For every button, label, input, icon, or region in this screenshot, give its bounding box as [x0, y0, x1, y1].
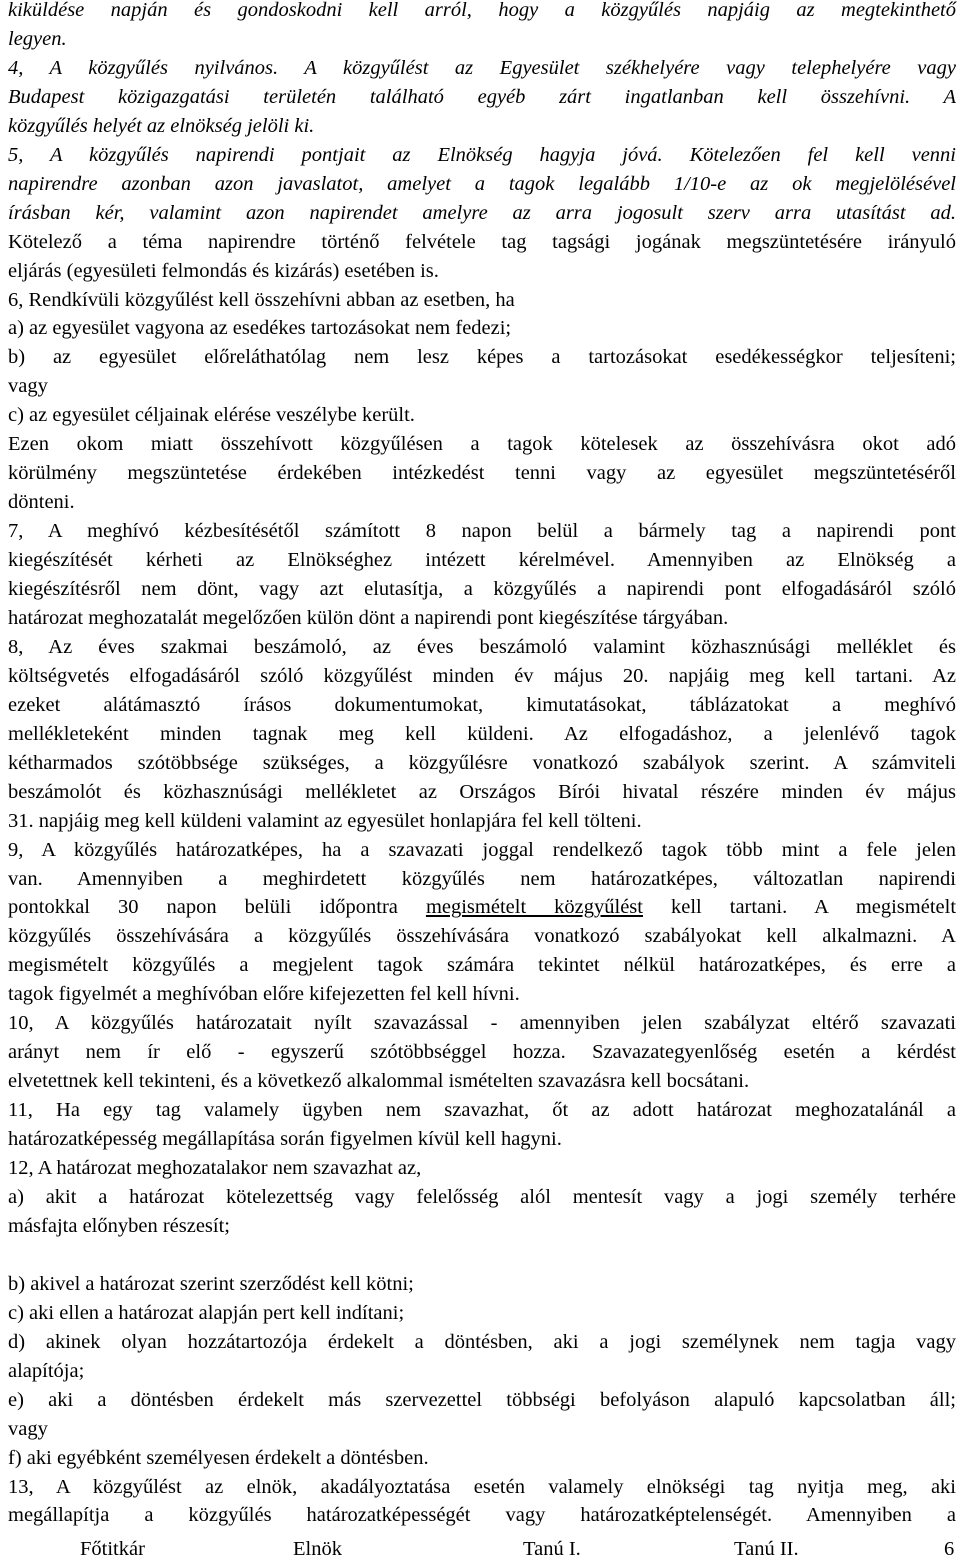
line-text: arányt nem ír elő - egyszerű szótöbbséggel hozza. Szavazategyenlőség esetén a kérdést	[8, 1041, 956, 1064]
text-line	[8, 1067, 956, 1096]
line-text: kétharmados szótöbbsége szükséges, a közgyűlésre vonatkozó szabályok szerint. A számviteli	[8, 751, 956, 774]
text-line	[8, 1125, 956, 1154]
text-line	[8, 1444, 956, 1473]
text-line	[8, 1299, 956, 1328]
text-line	[8, 865, 956, 894]
line-text: van. Amennyiben a meghirdetett közgyűlés nem határozatképes, változatlan napirendi	[8, 867, 956, 890]
text-line	[8, 1473, 956, 1502]
text-line	[8, 1357, 956, 1386]
line-text: 11, Ha egy tag valamely ügyben nem szavazhat, őt az adott határozat meghozatalánál a	[8, 1099, 956, 1122]
line-text: alapítója;	[8, 1359, 85, 1382]
text-line	[8, 546, 956, 575]
text-line	[8, 54, 956, 83]
line-text: a) az egyesület vagyona az esedékes tartozásokat nem fedezi;	[8, 317, 512, 340]
line-text: határozat meghozatalát megelőzően külön dönt a napirendi pont kiegészítése tárgyában.	[8, 606, 729, 629]
text-line	[8, 488, 956, 517]
text-line	[8, 893, 956, 922]
line-text: Ezen okom miatt összehívott közgyűlésen a tagok kötelesek az összehívásra okot adó	[8, 433, 956, 456]
text-line	[8, 1038, 956, 1067]
text-line	[8, 1328, 956, 1357]
line-text: 7, A meghívó kézbesítésétől számított 8 napon belül a bármely tag a napirendi pont	[8, 520, 956, 543]
footer-signature-president: Elnök	[293, 1538, 342, 1560]
line-text: 9, A közgyűlés határozatképes, ha a szavazati joggal rendelkező tagok több mint a fele jelen	[8, 838, 956, 861]
text-line	[8, 691, 956, 720]
line-text-continued: kell tartani. A megismételt	[642, 896, 957, 919]
underlined-phrase: megismételt közgyűlést	[425, 896, 643, 919]
footer-signature-witness-1: Tanú I.	[523, 1538, 581, 1560]
text-line	[8, 0, 956, 25]
line-text: költségvetés elfogadásáról szóló közgyűlést minden év május 20. napjáig meg kell tartani. Az	[8, 664, 956, 687]
line-text: Budapest közigazgatási területén található egyéb zárt ingatlanban kell összehívni. A	[8, 85, 956, 108]
text-line	[8, 1154, 956, 1183]
line-text: a) akit a határozat kötelezettség vagy felelősség alól mentesít vagy a jogi személy terhére	[8, 1185, 956, 1208]
line-text: megállapítja a közgyűlés határozatképességét vagy határozatképtelenségét. Amennyiben a	[8, 1504, 956, 1527]
line-text: beszámolót és közhasznúsági mellékletet az Országos Bírói hivatal részére minden év május	[8, 780, 956, 803]
text-line	[8, 1096, 956, 1125]
line-text: elvetettnek kell tekinteni, és a következő alkalommal ismételten szavazásra kell bocsátani.	[8, 1070, 750, 1093]
text-line	[8, 1212, 956, 1241]
text-line	[8, 749, 956, 778]
line-text: közgyűlés helyét az elnökség jelöli ki.	[8, 114, 315, 137]
text-line	[8, 1183, 956, 1212]
text-line	[8, 314, 956, 343]
line-text: e) aki a döntésben érdekelt más szervezettel többségi befolyáson alapuló kapcsolatban áll;	[8, 1388, 956, 1411]
line-text: megismételt közgyűlés a megjelent tagok számára tekintet nélkül határozatképes, és erre a	[8, 954, 956, 977]
line-text: legyen.	[8, 27, 67, 50]
line-text: írásban kér, valamint azon napirendet amelyre az arra jogosult szerv arra utasítást ad.	[8, 201, 956, 224]
line-text: kiegészítésről nem dönt, vagy azt elutasítja, a közgyűlés a napirendi pont elfogadásáról szóló	[8, 578, 956, 600]
text-line	[8, 517, 956, 546]
line-text: 8, Az éves szakmai beszámoló, az éves beszámoló valamint közhasznúsági melléklet és	[8, 635, 956, 658]
line-text: kiküldése napján és gondoskodni kell arról, hogy a közgyűlés napjáig az megtekinthető	[8, 0, 956, 21]
text-line	[8, 575, 956, 604]
line-text: f) aki egyébként személyesen érdekelt a döntésben.	[8, 1446, 429, 1469]
text-line	[8, 807, 956, 836]
text-line	[8, 1270, 956, 1299]
text-line	[8, 112, 956, 141]
text-line	[8, 343, 956, 372]
text-line	[8, 633, 956, 662]
line-text: határozatképesség megállapítása során figyelmen kívül kell hagyni.	[8, 1128, 562, 1151]
line-text: körülmény megszüntetése érdekében intézkedést tenni vagy az egyesület megszüntetéséről	[8, 462, 956, 485]
line-text: c) az egyesület céljainak elérése veszélybe került.	[8, 404, 415, 427]
line-text: eljárás (egyesületi felmondás és kizárás) esetében is.	[8, 259, 439, 282]
line-text: 5, A közgyűlés napirendi pontjait az Elnökség hagyja jóvá. Kötelezően fel kell venni	[8, 143, 956, 166]
line-text: d) akinek olyan hozzátartozója érdekelt a döntésben, aki a jogi személynek nem tagja vagy	[8, 1330, 956, 1353]
line-text: közgyűlés összehívására a közgyűlés összehívására vonatkozó szabályokat kell alkalmazni. A	[8, 925, 956, 948]
text-line	[8, 286, 956, 315]
line-text: dönteni.	[8, 491, 75, 514]
line-text: b) akivel a határozat szerint szerződést kell kötni;	[8, 1272, 414, 1295]
page-footer	[8, 1534, 956, 1564]
footer-signature-secretary: Főtitkár	[80, 1538, 145, 1560]
line-text: 6, Rendkívüli közgyűlést kell összehívni abban az esetben, ha	[8, 288, 515, 311]
footer-signature-witness-2: Tanú II.	[734, 1538, 799, 1560]
text-line	[8, 430, 956, 459]
text-line	[8, 257, 956, 286]
line-text: kiegészítését kérheti az Elnökséghez intézett kérelmével. Amennyiben az Elnökség a	[8, 549, 956, 572]
page-number: 6	[944, 1538, 955, 1560]
text-line	[8, 778, 956, 807]
line-text: mellékleteként minden tagnak meg kell küldeni. Az elfogadáshoz, a jelenlévő tagok	[8, 722, 956, 745]
text-line	[8, 170, 956, 199]
text-line	[8, 83, 956, 112]
line-text: másfajta előnyben részesít;	[8, 1214, 230, 1237]
text-line	[8, 836, 956, 865]
text-line	[8, 662, 956, 691]
text-line	[8, 25, 956, 54]
text-line	[8, 459, 956, 488]
line-text: c) aki ellen a határozat alapján pert kell indítani;	[8, 1301, 405, 1324]
line-text: pontokkal 30 napon belüli időpontra	[8, 896, 426, 919]
line-text: vagy	[8, 375, 48, 398]
text-line	[8, 980, 956, 1009]
text-line	[8, 401, 956, 430]
text-line	[8, 1415, 956, 1444]
line-text: 13, A közgyűlést az elnök, akadályoztatása esetén valamely elnökségi tag nyitja meg, aki	[8, 1475, 956, 1498]
text-line	[8, 228, 956, 257]
text-line	[8, 1009, 956, 1038]
line-text: 10, A közgyűlés határozatait nyílt szavazással - amennyiben jelen szabályzat eltérő szavazati	[8, 1012, 956, 1035]
line-text: 4, A közgyűlés nyilvános. A közgyűlést az Egyesület székhelyére vagy telephelyére vagy	[8, 56, 956, 79]
text-line	[8, 720, 956, 749]
text-line	[8, 922, 956, 951]
text-line	[8, 604, 956, 633]
text-line	[8, 372, 956, 401]
text-line	[8, 951, 956, 980]
line-text: 31. napjáig meg kell küldeni valamint az egyesület honlapjára fel kell tölteni.	[8, 809, 642, 832]
line-text: Kötelező a téma napirendre történő felvétele tag tagsági jogának megszüntetésére irányuló	[8, 230, 956, 253]
line-text: 12, A határozat meghozatalakor nem szavazhat az,	[8, 1157, 422, 1179]
text-line	[8, 141, 956, 170]
line-text: ezeket alátámasztó írásos dokumentumokat, kimutatásokat, táblázatokat a meghívó	[8, 693, 956, 716]
line-text: vagy	[8, 1417, 48, 1440]
text-line	[8, 1386, 956, 1415]
line-text: tagok figyelmét a meghívóban előre kifejezetten fel kell hívni.	[8, 983, 520, 1006]
text-line	[8, 199, 956, 228]
line-text: b) az egyesület előreláthatólag nem lesz képes a tartozásokat esedékességkor teljesíteni;	[8, 346, 956, 369]
text-line	[8, 1501, 956, 1530]
line-text: napirendre azonban azon javaslatot, amelyet a tagok legalább 1/10-e az ok megjelölésével	[8, 172, 956, 195]
